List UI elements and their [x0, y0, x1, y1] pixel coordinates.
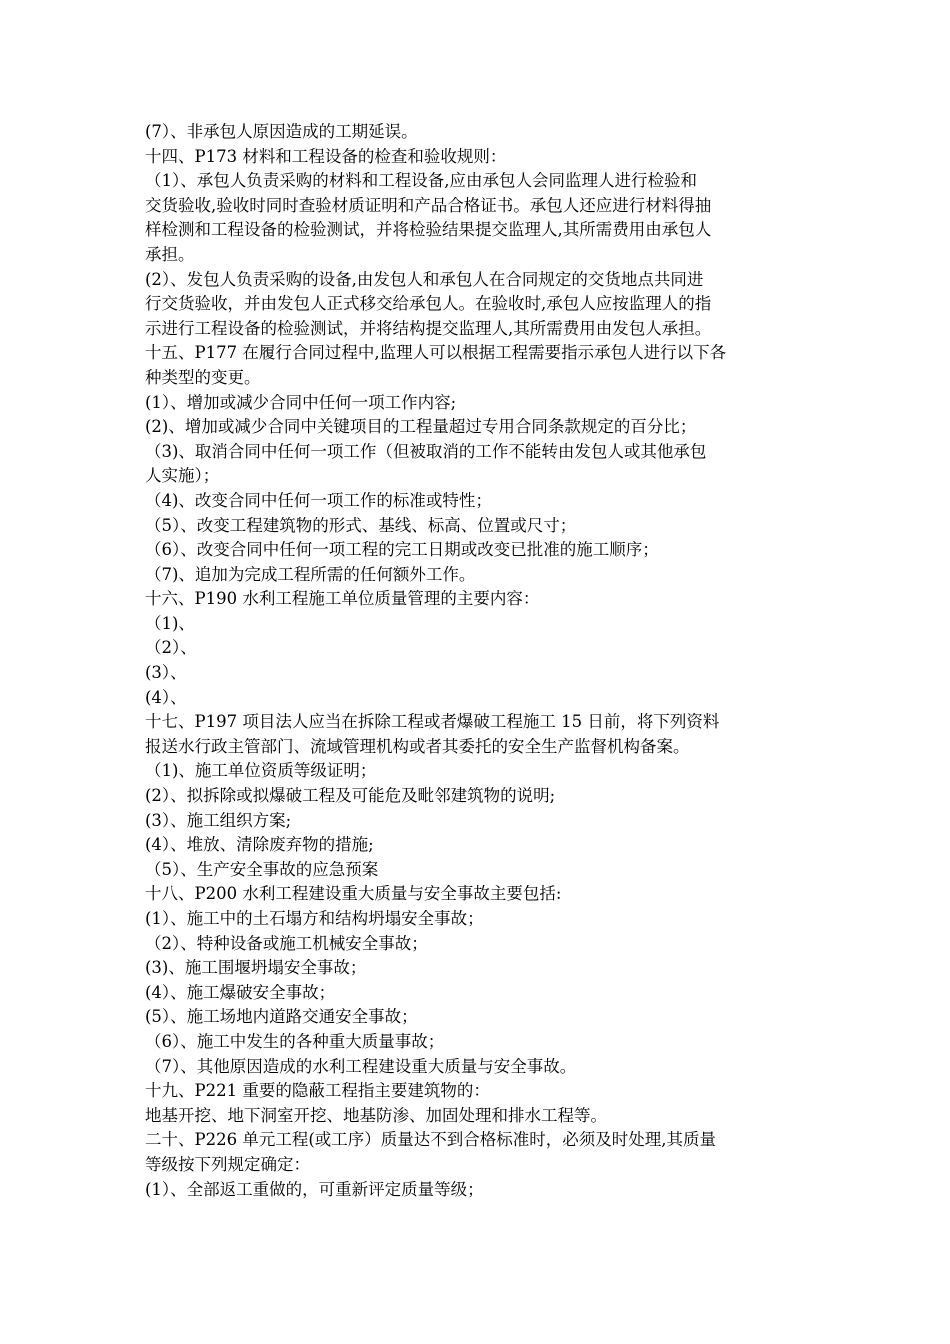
document-body	[145, 120, 815, 1202]
text-line: 交货验收,验收时同时查验材质证明和产品合格证书。承包人还应进行材料得抽	[145, 195, 712, 215]
text-line: (2）、拟拆除或拟爆破工程及可能危及毗邻建筑物的说明;	[145, 786, 556, 806]
text-line: (4）、	[145, 687, 187, 707]
text-line: 样检测和工程设备的检验测试，并将检验结果提交监理人,其所需费用由承包人	[145, 220, 712, 240]
text-line: (3）、施工组织方案;	[145, 810, 292, 830]
section-heading-19: 十九、P221 重要的隐蔽工程指主要建筑物的：	[145, 1081, 490, 1101]
section-heading-16: 十六、P190 水利工程施工单位质量管理的主要内容：	[145, 589, 540, 609]
text-line: (4）、施工爆破安全事故；	[145, 982, 336, 1002]
text-line: (3)、施工围堰坍塌安全事故；	[145, 958, 367, 978]
section-heading-14: 十四、P173 材料和工程设备的检查和验收规则：	[145, 146, 507, 166]
text-line: 行交货验收，并由发包人正式移交给承包人。在验收时,承包人应按监理人的指	[145, 294, 712, 314]
text-line: （1）、承包人负责采购的材料和工程设备,应由承包人会同监理人进行检验和	[145, 171, 697, 191]
text-line: （7)、追加为完成工程所需的任何额外工作。	[145, 564, 476, 584]
text-line: (4）、堆放、清除废弃物的措施;	[145, 835, 374, 855]
text-line: 等级按下列规定确定：	[145, 1154, 310, 1174]
section-heading-15: 十五、P177 在履行合同过程中,监理人可以根据工程需要指示承包人进行以下各	[145, 343, 727, 363]
text-line: (5）、施工场地内道路交通安全事故；	[145, 1007, 418, 1027]
text-line: （2）、特种设备或施工机械安全事故；	[145, 933, 428, 953]
text-line: (2)、增加或减少合同中关键项目的工程量超过专用合同条款规定的百分比；	[145, 417, 697, 437]
section-heading-18: 十八、P200 水利工程建设重大质量与安全事故主要包括:	[145, 884, 562, 904]
text-line: （4)、改变合同中任何一项工作的标准或特性；	[145, 490, 492, 510]
text-line: （6）、改变合同中任何一项工程的完工日期或改变已批准的施工顺序；	[145, 540, 659, 560]
text-line: (3）、	[145, 663, 187, 683]
text-line: （7）、其他原因造成的水利工程建设重大质量与安全事故。	[145, 1056, 577, 1076]
section-heading-17: 十七、P197 项目法人应当在拆除工程或者爆破工程施工 15 日前，将下列资料	[145, 712, 720, 732]
text-line: （2）、	[145, 638, 197, 658]
text-line: （5）、改变工程建筑物的形式、基线、标高、位置或尺寸；	[145, 515, 577, 535]
text-line: 种类型的变更。	[145, 367, 261, 387]
text-line: 报送水行政主管部门、流域管理机构或者其委托的安全生产监督机构备案。	[145, 736, 690, 756]
text-line: (1）、施工中的土石塌方和结构坍塌安全事故；	[145, 909, 484, 928]
text-line: 人实施）；	[145, 466, 220, 486]
text-line: （5）、生产安全事故的应急预案	[145, 859, 379, 879]
text-line: (7）、非承包人原因造成的工期延误。	[145, 122, 418, 141]
text-line: (1）、增加或减少合同中任何一项工作内容;	[145, 392, 457, 412]
text-line: （6）、施工中发生的各种重大质量事故；	[145, 1031, 445, 1051]
text-line: (1）、全部返工重做的，可重新评定质量等级；	[145, 1179, 484, 1199]
text-line: （1)、施工单位资质等级证明；	[145, 761, 377, 781]
text-line: （3)、取消合同中任何一项工作（但被取消的工作不能转由发包人或其他承包	[145, 441, 707, 461]
text-line: 示进行工程设备的检验测试，并将结构提交监理人,其所需费用由发包人承担。	[145, 318, 712, 338]
text-line: 地基开挖、地下洞室开挖、地基防渗、加固处理和排水工程等。	[145, 1105, 607, 1125]
text-line: 承担。	[145, 244, 195, 264]
text-line: （1)、	[145, 613, 195, 633]
text-line: (2）、发包人负责采购的设备,由发包人和承包人在合同规定的交货地点共同进	[145, 269, 704, 289]
section-heading-20: 二十、P226 单元工程(或工序）质量达不到合格标准时，必须及时处理,其质量	[145, 1130, 717, 1150]
